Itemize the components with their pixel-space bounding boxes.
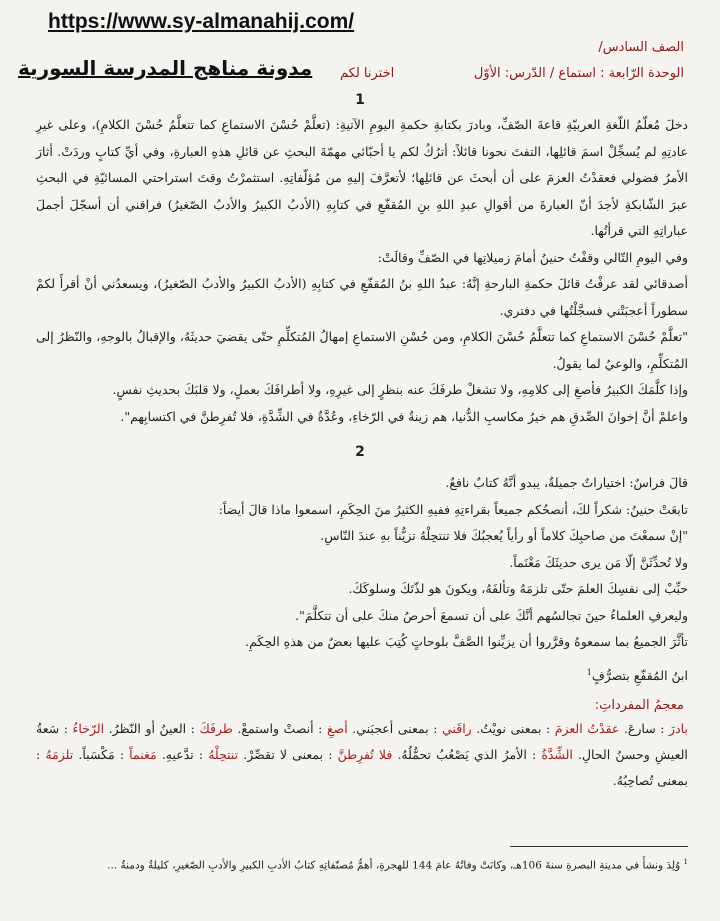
vocabulary-list — [36, 716, 688, 794]
vocab-word: أصغِ — [326, 721, 348, 736]
paragraph: وإذا كلَّمَكَ الكبيرُ فأصغِ إلى كلامِهِ، ولا تشغلْ طرفَكَ عنه بنظرٍ إلى غيرِهِ، ولا أطرافَكَ بعملٍ، ولا قلبَكَ بحديثِ نفسٍ. — [112, 382, 688, 397]
paragraph: تابعَتْ حنينُ: شكراً لكَ، أنصحُكم جميعاً بقراءتِهِ ففيهِ الكثيرُ منَ الحِكَمِ، اسمعوا ماذا قالَ أيضاً: — [218, 501, 688, 517]
paragraph: وليعرفِ العلماءُ حينَ تجالسُهم أنَّكَ على أن تسمعَ أحرصُ منكَ على أن تتكلَّمَ". — [295, 607, 688, 623]
unit-lesson-label: الوحدة الرّابعة : استماع / الدّرس: الأوّل — [473, 66, 684, 81]
blog-name: مدونة مناهج المدرسة السورية — [18, 56, 313, 80]
paragraph: أصدقائي لقد عرفْتُ قائلَ حكمةِ البارحةِ إنَّهُ: عبدُ اللهِ بنُ المُقفّعِ في كتابِهِ (الأدبُ الكبيرُ والأدبُ الصّغيرُ)، ويسعدُني أنْ أقرأَ لكمْ سطوراً أعجبَتْني فسجَّلْتُها في دفتري. — [36, 276, 688, 318]
section-2-text — [36, 470, 688, 656]
vocab-meaning: : بمعنى نويْتُ. — [476, 721, 551, 736]
vocab-meaning: : مَكْسَباً. — [78, 747, 125, 762]
vocab-meaning: : الأمرُ الذي يَصْعُبُ تحمُّلُهُ. — [397, 747, 537, 762]
site-url[interactable]: https://www.sy-almanahij.com/ — [48, 10, 355, 33]
vocab-word: راقَني — [442, 721, 472, 736]
vocab-word: مَغنماً — [129, 747, 157, 762]
grade-label: الصف السادس/ — [598, 40, 684, 55]
vocab-word: الشِّدَّةُ — [541, 747, 573, 762]
author-attribution — [520, 668, 688, 683]
vocab-meaning: : بمعنى تُصاحِبُهُ. — [36, 747, 688, 788]
paragraph: قالَ فراسٌ: اختياراتٌ جميلةٌ، يبدو أنَّهُ كتابٌ نافعٌ. — [445, 475, 688, 490]
footnote-mark: 1 — [586, 668, 592, 677]
vocab-word: تنتحِلْهُ — [208, 747, 239, 762]
vocab-meaning: : تدَّعيهِ. — [161, 747, 204, 762]
paragraph: تأثَّرَ الجميعُ بما سمعوهُ وقرَّروا أن يزيِّنوا الصَّفَّ بلوحاتٍ كُتِبَ عليها بعضٌ من هذهِ الحِكَمِ. — [245, 634, 688, 649]
vocab-word: عقدْتُ العزمَ — [554, 721, 620, 736]
vocab-meaning: : سَعةُ العيشِ وحسنُ الحالِ. — [36, 721, 688, 762]
vocab-word: بادرَ — [669, 721, 688, 736]
paragraph: حبِّبْ إلى نفسِكَ العلمَ حتّى تلزمَهُ وتألفَهُ، ويكونَ هو لذّتَكَ وسلوكَكَ. — [348, 581, 688, 596]
paragraph: واعلمْ أنَّ إخوانَ الصِّدقِ هم خيرُ مكاسبِ الدُّنيا، هم زينةٌ في الرّخاءِ، وعُدَّةٌ في الشِّدَّةِ، فلا تُفرِطنَّ في اكتسابِهم". — [120, 408, 688, 424]
vocab-meaning: : العينُ أو النّظرُ. — [108, 721, 195, 736]
section-1-text — [36, 112, 688, 430]
vocab-meaning: : بمعنى أعجبَني. — [352, 721, 438, 736]
paragraph: وفي اليومِ التّالي وقفْتُ حنينُ أمامَ زميلاتِها في الصّفِّ وقالَتْ: — [377, 249, 688, 265]
vocab-word: طرفَكَ — [199, 721, 233, 736]
vocabulary-title: معجمُ المفرداتِ: — [594, 698, 684, 713]
vocab-word: فلا تُفرِطنَّ — [337, 747, 393, 762]
vocab-meaning: : سارعَ. — [623, 721, 665, 736]
footnote — [36, 858, 688, 872]
paragraph: دخلَ مُعلّمُ اللّغةِ العربيّةِ قاعةَ الصّفِّ، وبادرَ بكتابةِ حكمةِ اليومِ الآتيةِ: (تعلَّمْ حُسْنَ الاستماعِ كما تتعلَّمُ حُسْنَ الكلامِ)، وعلى غيرِ عادتِهِ لم يُسجِّلْ اسمَ قائلِها، التفتَ نحونا قائلاً: أترُكُ لكم يا أحبّائي مهمّةَ البحثِ عن قائلِ هذهِ العبارةِ، وفي أيِّ كتابٍ وردَتْ. أثارَ الأمرُ فضولي فعقدْتُ العزمَ على أن أبحثَ عن قائلِها؛ لأتعرَّفَ إليهِ من مُؤلّفاتِهِ. استثمرْتُ وقتَ استراحتي المسائيّةِ في البحثِ عبرَ الشّابكةِ لأجدَ أنّ العبارةَ من أقوالِ عبدِ اللهِ بنِ المُقفّعِ في كتابِهِ (الأدبُ الكبيرُ والأدبُ الصّغيرُ) فراقني أن أسجّلَ أجملَ عباراتِهِ التي قرأتُها. — [36, 117, 688, 238]
vocab-word: الرّخاءُ — [72, 721, 105, 736]
section-number-1: 1 — [355, 92, 365, 108]
vocab-meaning: : بمعنى لا تقصِّرْ. — [243, 747, 333, 762]
footnote-text: وُلِدَ ونشأَ في مدينةِ البصرةِ سنةَ 106هـ، وكانَتْ وفاتُهُ عامَ 144 للهجرةِ، أهمُّ مُصنّفاتِهِ كتابُ الأدبِ الكبيرِ والأدبِ الصّغيرِ، كليلةٌ ودمنةٌ ... — [107, 859, 681, 872]
paragraph: ولا تُحدِّثَنَّ إلّا مَن يرى حديثَكَ مَغْنَماً. — [509, 554, 688, 570]
vocab-word: تلزمَهُ — [45, 747, 74, 762]
footnote-divider — [510, 846, 688, 847]
paragraph: "تعلَّمْ حُسْنَ الاستماعِ كما تتعلَّمُ حُسْنَ الكلامِ، ومن حُسْنِ الاستماعِ إمهالُ المُتكلِّمِ حتّى يقضيَ حديثَهُ، والإقبالُ بالوجهِ، والنّظرُ إلى المُتكلِّمِ، والوعيُ لما يقولُ. — [36, 329, 688, 371]
footnote-number: 1 — [683, 858, 688, 866]
vocab-meaning: : أنصتْ واستمعْ. — [237, 721, 323, 736]
section-number-2: 2 — [355, 444, 365, 460]
author-name: ابنُ المُقفّعِ بتصرُّفٍ — [591, 668, 688, 684]
chosen-for-you-label: اخترنا لكم — [340, 66, 395, 81]
paragraph: "إنْ سمعْتَ من صاحبِكَ كلاماً أو رأياً يُعجبُكَ فلا تنتحِلْهُ تزيُّناً بهِ عندَ النّاسِ. — [320, 528, 688, 543]
